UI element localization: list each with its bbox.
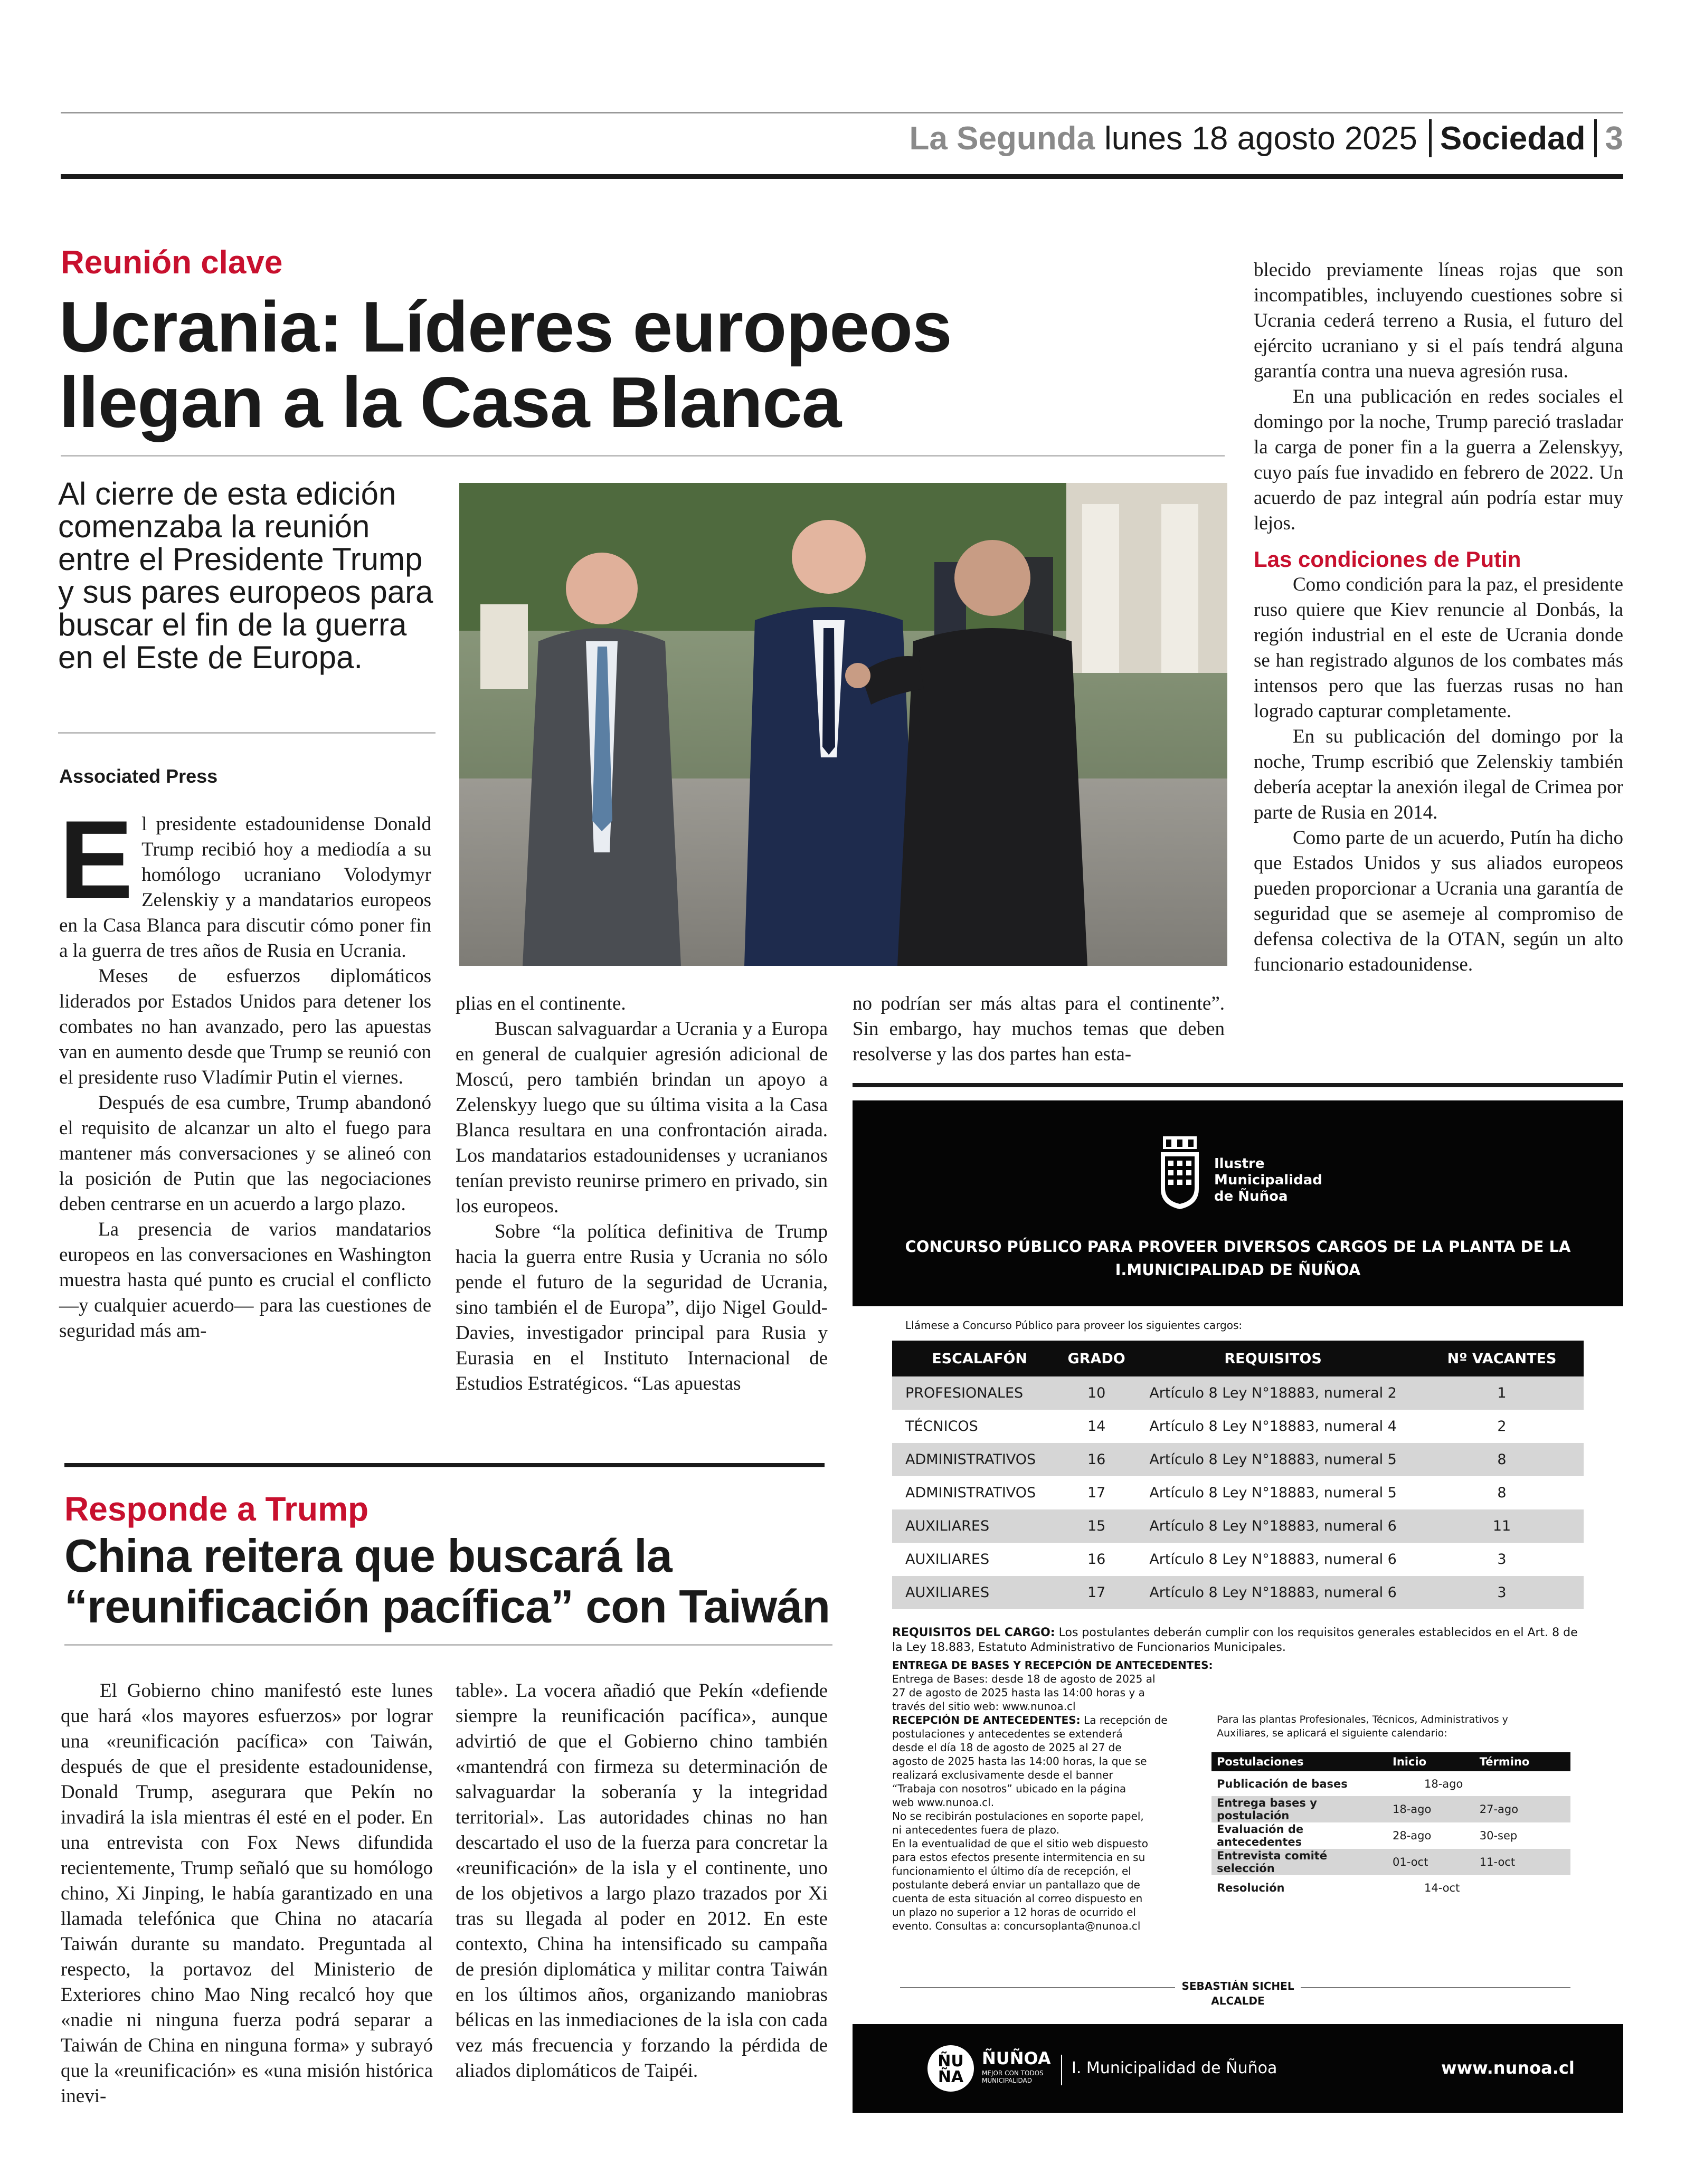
cell: AUXILIARES [892, 1576, 1067, 1609]
recepcion-line: ni antecedentes fuera de plazo. [892, 1824, 1060, 1836]
cell: Evaluación de antecedentes [1217, 1823, 1304, 1848]
recepcion-line: No se recibirán postulaciones en soporte papel, [892, 1810, 1144, 1822]
calendar-intro [1217, 1713, 1508, 1740]
signer-title: ALCALDE [1211, 1995, 1265, 2007]
article1-column-3 [853, 991, 1225, 1067]
ad-org-line1: Ilustre [1214, 1156, 1265, 1172]
masthead-divider [1429, 119, 1432, 157]
calendar-table [1211, 1752, 1570, 1900]
cell: Artículo 8 Ley N°18883, numeral 6 [1126, 1509, 1420, 1543]
article1-col1-p4: La presencia de varios mandatarios europeos en las conversaciones en Washington muestra hasta qué punto es crucial el conflicto —y cualquier acuerdo— para las cuestiones de seguridad más am- [59, 1219, 431, 1342]
req-text: Los postulantes deberán cumplir con los requisitos generales establecidos en el Art. 8 de la Ley 18.883, Estatuto Administrativo de Funcionarios Municipales. [892, 1626, 1578, 1654]
cell: 10 [1067, 1376, 1126, 1410]
cal-col-termino: Término [1474, 1752, 1570, 1771]
col-vacantes: Nº VACANTES [1420, 1341, 1584, 1376]
col-escalafon: ESCALAFÓN [892, 1341, 1067, 1376]
cell: 11 [1420, 1509, 1584, 1543]
cell: 8 [1420, 1443, 1584, 1476]
footer-divider [1061, 2055, 1062, 2085]
cell: AUXILIARES [892, 1509, 1067, 1543]
header-rule [61, 174, 1623, 179]
article2-headline-rule [64, 1644, 832, 1646]
req-label: REQUISITOS DEL CARGO: [892, 1626, 1055, 1639]
nunoa-logo-icon [926, 2044, 975, 2093]
cell [1474, 1771, 1570, 1796]
edition-date: lunes 18 agosto 2025 [1104, 120, 1417, 157]
article1-headline [59, 289, 952, 440]
article1-col4-p2: En una publicación en redes sociales el domingo por la noche, Trump pareció trasladar la carga de poner fin a la guerra a Zelenskyy, cuyo país fue invadido en febrero de 2022. Un acuerdo de paz integral aún podría estar muy lejos. [1254, 386, 1623, 534]
cell: Artículo 8 Ley N°18883, numeral 5 [1126, 1443, 1420, 1476]
calendar-row [1211, 1771, 1570, 1796]
cell: 11-oct [1474, 1849, 1570, 1875]
table-row [892, 1543, 1584, 1576]
cell: ADMINISTRATIVOS [905, 1485, 1036, 1501]
cell: 28-ago [1393, 1829, 1432, 1842]
vacancies-table [892, 1341, 1584, 1609]
signer-name: SEBASTIÁN SICHEL [1175, 1979, 1300, 1993]
vacancies-header-row [892, 1341, 1584, 1376]
logo-tag2: MUNICIPALIDAD [982, 2077, 1032, 2084]
article2-col2-p1: table». La vocera añadió que Pekín «defiende siempre la reunificación pacífica», aunque advirtió de que el Gobierno chino también «mantendrá con firmeza su determinación de salvaguardar la soberanía y la integridad territorial». Las autoridades chinas no han descartado el uso de la fuerza para concretar la «reunificación» de la isla y el continente, uno de los objetivos a largo plazo trazados por Xi tras su llegada al poder en 2012. En este contexto, China ha intensificado su campaña de presión diplomática y militar contra Taiwán en los últimos años, organizando maniobras bélicas en las inmediaciones de la isla con cada vez más frecuencia y forzando la pérdida de aliados diplomáticos de Taipéi. [456, 1680, 828, 2082]
ad-title [853, 1235, 1623, 1281]
cell: 17 [1087, 1485, 1106, 1501]
ad-title-line2: I.MUNICIPALIDAD DE ÑUÑOA [1115, 1261, 1361, 1279]
headline-rule [61, 455, 1225, 457]
news-photo [459, 483, 1227, 966]
cell: Artículo 8 Ley N°18883, numeral 2 [1126, 1376, 1420, 1410]
deck-rule [58, 732, 436, 734]
section-name: Sociedad [1440, 120, 1586, 157]
ad-dates-block [892, 1658, 1219, 1933]
cell: 1 [1420, 1376, 1584, 1410]
cell: Artículo 8 Ley N°18883, numeral 6 [1149, 1551, 1397, 1568]
cell: 01-oct [1387, 1849, 1474, 1875]
article2-headline-line2: “reunificación pacífica” con Taiwán [64, 1580, 830, 1632]
article1-col4-p4: En su publicación del domingo por la noche, Trump escribió que Zelenskiy también debería aceptar la anexión ilegal de Crimea por parte de Rusia en 2014. [1254, 726, 1623, 823]
cell: Entrega bases y postulación [1211, 1796, 1387, 1822]
recepcion-line: evento. Consultas a: concursoplanta@nunoa.cl [892, 1920, 1141, 1932]
recepcion-line: un plazo no superior a 12 horas de ocurrido el [892, 1906, 1136, 1919]
recepcion-line: agosto de 2025 hasta las 14:00 horas, la que se [892, 1755, 1147, 1768]
cell: Publicación de bases [1217, 1777, 1348, 1790]
recepcion-line: La recepción de [1084, 1714, 1168, 1726]
footer-website-link[interactable]: www.nunoa.cl [1441, 2058, 1575, 2078]
table-row [892, 1410, 1584, 1443]
cal-intro-line1: Para las plantas Profesionales, Técnicos, Administrativos y [1217, 1714, 1508, 1725]
recepcion-line: para estos efectos presente intermitencia en su [892, 1851, 1146, 1864]
masthead [910, 117, 1623, 159]
cell: 30-sep [1479, 1829, 1518, 1842]
article1-col2-p3: Sobre “la política definitiva de Trump hacia la guerra entre Rusia y Ucrania no sólo pende el futuro de la seguridad de Ucrania, sino también el de Europa”, dijo Nigel Gould-Davies, investigador principal para Rusia y Eurasia en el Instituto Internacional de Estudios Estratégicos. “Las apuestas [456, 1221, 828, 1394]
ad-org-name [1214, 1156, 1322, 1205]
article1-col4-p1: blecido previamente líneas rojas que son incompatibles, incluyendo cuestiones sobre si Ucrania cederá terreno a Rusia, el futuro del ejército ucraniano y si el país tendrá alguna garantía contra una nueva agresión rusa. [1254, 259, 1623, 382]
ad-header [853, 1100, 1623, 1306]
calendar-row [1211, 1822, 1570, 1849]
cell: 3 [1420, 1576, 1584, 1609]
table-row [892, 1476, 1584, 1509]
article1-col1-p1: l presidente estadounidense Donald Trump recibió hoy a mediodía a su homólogo ucraniano Volodymyr Zelenskiy y a mandatarios europeos en la Casa Blanca para discutir cómo poner fin a la guerra de tres años de Rusia en Ucrania. [59, 813, 431, 962]
cell: Resolución [1217, 1881, 1285, 1894]
page-number: 3 [1605, 120, 1623, 157]
article2-headline [64, 1531, 830, 1632]
cell: PROFESIONALES [892, 1376, 1067, 1410]
article2-kicker: Responde a Trump [64, 1490, 369, 1528]
calendar-header-row [1211, 1752, 1570, 1771]
recepcion-line: funcionamiento el último día de recepción, el [892, 1865, 1131, 1877]
article1-col1-p3: Después de esa cumbre, Trump abandonó el requisito de alcanzar un alto el fuego para mantener más conversaciones y se alineó con la posición de Putin que las negociaciones deben centrarse en un acuerdo a largo plazo. [59, 1092, 431, 1215]
ad-requirements [892, 1626, 1584, 1655]
article1-col4-p5: Como parte de un acuerdo, Putín ha dicho que Estados Unidos y sus aliados europeos pueden proporcionar a Ucrania una garantía de seguridad que se asemeje al compromiso de defensa colectiva de la OTAN, según un alto funcionario estadounidense. [1254, 827, 1623, 975]
recepcion-line: web www.nunoa.cl. [892, 1796, 995, 1809]
article2-col1-p1: El Gobierno chino manifestó este lunes que hará «los mayores esfuerzos» por lograr una «reunificación pacífica» con Taiwán, después de que el presidente estadounidense, Donald Trump, asegurara que Pekín no invadirá la isla mientras él esté en el poder. En una entrevista con Fox News difundida recientemente, Trump señaló que su homólogo chino, Xi Jinping, le había garantizado en una llamada telefónica que China no atacaría Taiwán durante su mandato. Preguntada al respecto, la portavoz del Ministerio de Exteriores chino Mao Ning recalcó hoy que «nadie ni ninguna fuerza podrá separar a Taiwán de China en ninguna forma» y subrayó que la «reunificación» es «una misión histórica inevi- [61, 1680, 433, 2107]
drop-cap: E [59, 797, 134, 922]
coat-of-arms-icon [1159, 1136, 1201, 1210]
recepcion-line: En la eventualidad de que el sitio web dispuesto [892, 1837, 1148, 1850]
table-row [892, 1443, 1584, 1476]
calendar-row [1211, 1796, 1570, 1822]
municipal-job-ad [853, 1100, 1623, 2113]
article2-top-rule [64, 1463, 825, 1467]
ad-footer [853, 2024, 1623, 2113]
cell: 14 [1087, 1418, 1106, 1435]
recepcion-label: RECEPCIÓN DE ANTECEDENTES: [892, 1714, 1081, 1726]
article1-column-1 [59, 797, 431, 1344]
table-row [892, 1509, 1584, 1543]
entrega-line: 27 de agosto de 2025 hasta las 14:00 horas y a [892, 1686, 1145, 1699]
cell: 2 [1497, 1418, 1507, 1435]
logo-tagline [982, 2069, 1044, 2084]
cell: 18-ago [1387, 1796, 1474, 1822]
ad-title-line1: CONCURSO PÚBLICO PARA PROVEER DIVERSOS CARGOS DE LA PLANTA DE LA [905, 1238, 1571, 1256]
article1-col3-p1: no podrían ser más altas para el continente”. Sin embargo, hay muchos temas que deben resolverse y las dos partes han esta- [853, 993, 1225, 1065]
col-requisitos: REQUISITOS [1126, 1341, 1420, 1376]
article1-col2-p2: Buscan salvaguardar a Ucrania y a Europa en general de cualquier agresión adicional de Moscú, pero también brindan un apoyo a Zelenskyy luego que su última visita a la Casa Blanca resultara en una confrontación airada. Los mandatarios estadounidenses y ucranianos tenían previsto reunirse primero en privado, sin los europeos. [456, 1018, 828, 1217]
entrega-line: través del sitio web: www.nunoa.cl [892, 1700, 1076, 1713]
masthead-divider-2 [1594, 119, 1597, 157]
col-grado: GRADO [1067, 1341, 1126, 1376]
cell: 16 [1087, 1551, 1106, 1568]
cell: 15 [1067, 1509, 1126, 1543]
article1-headline-line1: Ucrania: Líderes europeos [59, 287, 952, 367]
cell: AUXILIARES [905, 1551, 990, 1568]
newspaper-name: La Segunda [909, 120, 1095, 157]
signature-block [853, 1979, 1623, 2008]
photo-leaders-walking [459, 483, 1227, 966]
article2-column-1 [61, 1678, 433, 2109]
cell: 16 [1067, 1443, 1126, 1476]
recepcion-line: cuenta de esta situación al correo dispuesto en [892, 1892, 1143, 1905]
article1-column-2 [456, 991, 828, 1397]
article1-byline: Associated Press [59, 765, 218, 787]
calendar-row [1211, 1875, 1570, 1900]
article1-column-4 [1254, 258, 1623, 977]
cell: Entrevista comité selección [1211, 1849, 1387, 1875]
article2-headline-line1: China reitera que buscará la [64, 1530, 672, 1582]
cell: 3 [1497, 1551, 1507, 1568]
cell: Artículo 8 Ley N°18883, numeral 4 [1149, 1418, 1397, 1435]
cell [1474, 1875, 1570, 1900]
article1-headline-line2: llegan a la Casa Blanca [59, 362, 841, 442]
cell: ADMINISTRATIVOS [892, 1443, 1067, 1476]
logo-wordmark: ÑUÑOA [982, 2048, 1051, 2068]
table-row [892, 1376, 1584, 1410]
ad-intro: Llámese a Concurso Público para proveer los siguientes cargos: [905, 1319, 1243, 1332]
recepcion-line: postulante deberá enviar un pantallazo que de [892, 1878, 1140, 1891]
top-rule [61, 112, 1623, 113]
cal-col-postulaciones: Postulaciones [1211, 1752, 1387, 1771]
cell: 17 [1067, 1576, 1126, 1609]
cell: 8 [1497, 1485, 1507, 1501]
cell: 14-oct [1424, 1881, 1460, 1894]
recepcion-line: realizará exclusivamente desde el banner [892, 1769, 1113, 1781]
cell: TÉCNICOS [905, 1418, 978, 1435]
recepcion-line: desde el día 18 de agosto de 2025 al 27 de [892, 1741, 1122, 1754]
svg-text:ÑA: ÑA [938, 2068, 964, 2086]
ad-top-rule [853, 1083, 1623, 1087]
logo-tag1: MEJOR CON TODOS [982, 2069, 1044, 2077]
article2-column-2 [456, 1678, 828, 2084]
cell: Artículo 8 Ley N°18883, numeral 6 [1126, 1576, 1420, 1609]
article1-deck: Al cierre de esta edición comenzaba la reunión entre el Presidente Trump y sus pares europeos para buscar el fin de la guerra en el Este de Europa. [58, 476, 433, 675]
ad-org-line3: de Ñuñoa [1214, 1189, 1288, 1204]
cell: 18-ago [1424, 1777, 1463, 1790]
article1-subhead: Las condiciones de Putin [1254, 547, 1521, 572]
recepcion-line: postulaciones y antecedentes se extenderá [892, 1727, 1123, 1740]
cell: Artículo 8 Ley N°18883, numeral 5 [1149, 1485, 1397, 1501]
svg-text:ÑU: ÑU [938, 2052, 964, 2071]
cal-col-inicio: Inicio [1387, 1752, 1474, 1771]
entrega-label: ENTREGA DE BASES Y RECEPCIÓN DE ANTECEDENTES: [892, 1659, 1213, 1672]
cal-intro-line2: Auxiliares, se aplicará el siguiente calendario: [1217, 1727, 1447, 1739]
entrega-line: Entrega de Bases: desde 18 de agosto de 2025 al [892, 1673, 1156, 1685]
article1-col4-p3: Como condición para la paz, el presidente ruso quiere que Kiev renuncie al Donbás, la región industrial en el este de Ucrania donde se han registrado algunos de los combates más intensos pero que las fuerzas rusas no han logrado capturar completamente. [1254, 574, 1623, 722]
article1-col1-p2: Meses de esfuerzos diplomáticos liderados por Estados Unidos para detener los combates no han avanzado, pero las apuestas van en aumento desde que Trump se reunió con el presidente ruso Vladímir Putin el viernes. [59, 965, 431, 1088]
table-row [892, 1576, 1584, 1609]
cell: 27-ago [1474, 1796, 1570, 1822]
article1-col2-p1: plias en el continente. [456, 993, 626, 1014]
recepcion-line: “Trabaja con nosotros” ubicado en la página [892, 1782, 1127, 1795]
article1-kicker: Reunión clave [61, 244, 283, 281]
calendar-row [1211, 1849, 1570, 1875]
footer-org-name: I. Municipalidad de Ñuñoa [1072, 2059, 1277, 2077]
ad-org-line2: Municipalidad [1214, 1172, 1322, 1188]
